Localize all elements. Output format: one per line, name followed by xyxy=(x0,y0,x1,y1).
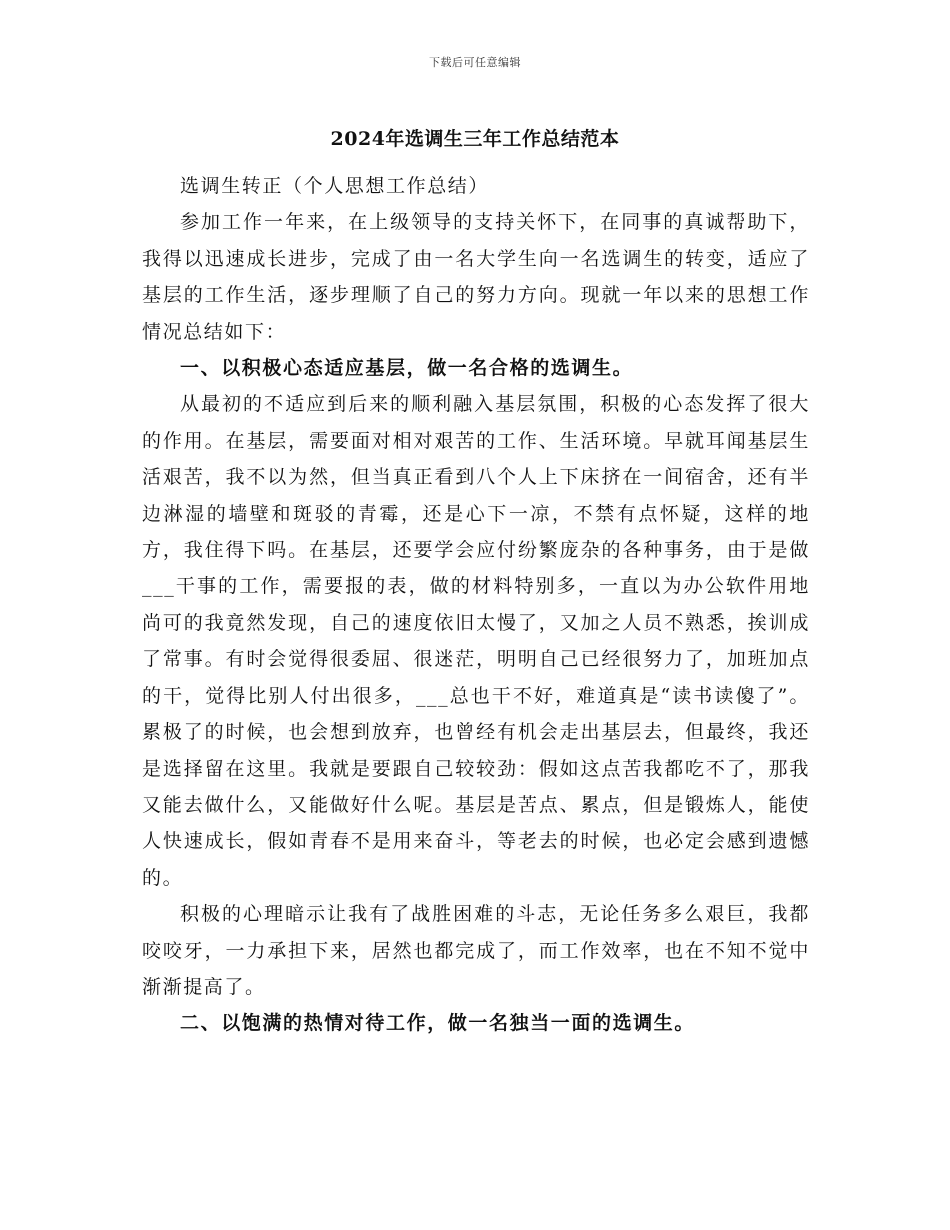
body-paragraph: 从最初的不适应到后来的顺利融入基层氛围，积极的心态发挥了很大的作用。在基层，需要面对相对艰苦的工作、生活环境。早就耳闻基层生活艰苦，我不以为然，但当真正看到八个人上下床挤在一间宿舍，还有半边淋湿的墙壁和斑驳的青霉，还是心下一凉，不禁有点怀疑，这样的地方，我住得下吗。在基层，还要学会应付纷繁庞杂的各种事务，由于是做___干事的工作，需要报的表，做的材料特别多，一直以为办公软件用地尚可的我竟然发现，自己的速度依旧太慢了，又加之人员不熟悉，挨训成了常事。有时会觉得很委屈、很迷茫，明明自己已经很努力了，加班加点的干，觉得比别人付出很多，___总也干不好，难道真是“读书读傻了”。累极了的时候，也会想到放弃，也曾经有机会走出基层去，但最终，我还是选择留在这里。我就是要跟自己较较劲：假如这点苦我都吃不了，那我又能去做什么，又能做好什么呢。基层是苦点、累点，但是锻炼人，能使人快速成长，假如青春不是用来奋斗，等老去的时候，也必定会感到遗憾的。 xyxy=(142,393,810,889)
intro-paragraph: 参加工作一年来，在上级领导的支持关怀下，在同事的真诚帮助下，我得以迅速成长进步，完成了由一名大学生向一名选调生的转变，适应了基层的工作生活，逐步理顺了自己的努力方向。现就一年以来的思想工作情况总结如下： xyxy=(142,211,810,343)
header-note: 下载后可任意编辑 xyxy=(429,56,521,69)
page-title: 2024年选调生三年工作总结范本 xyxy=(330,128,620,150)
body-paragraph: 积极的心理暗示让我有了战胜困难的斗志，无论任务多么艰巨，我都咬咬牙，一力承担下来，居然也都完成了，而工作效率，也在不知不觉中渐渐提高了。 xyxy=(142,903,810,998)
subtitle-paragraph: 选调生转正（个人思想工作总结） xyxy=(180,175,490,197)
document-body xyxy=(142,168,810,1042)
section-heading-2: 二、以饱满的热情对待工作，做一名独当一面的选调生。 xyxy=(180,1012,696,1035)
section-heading-1: 一、以积极心态适应基层，做一名合格的选调生。 xyxy=(180,357,634,380)
